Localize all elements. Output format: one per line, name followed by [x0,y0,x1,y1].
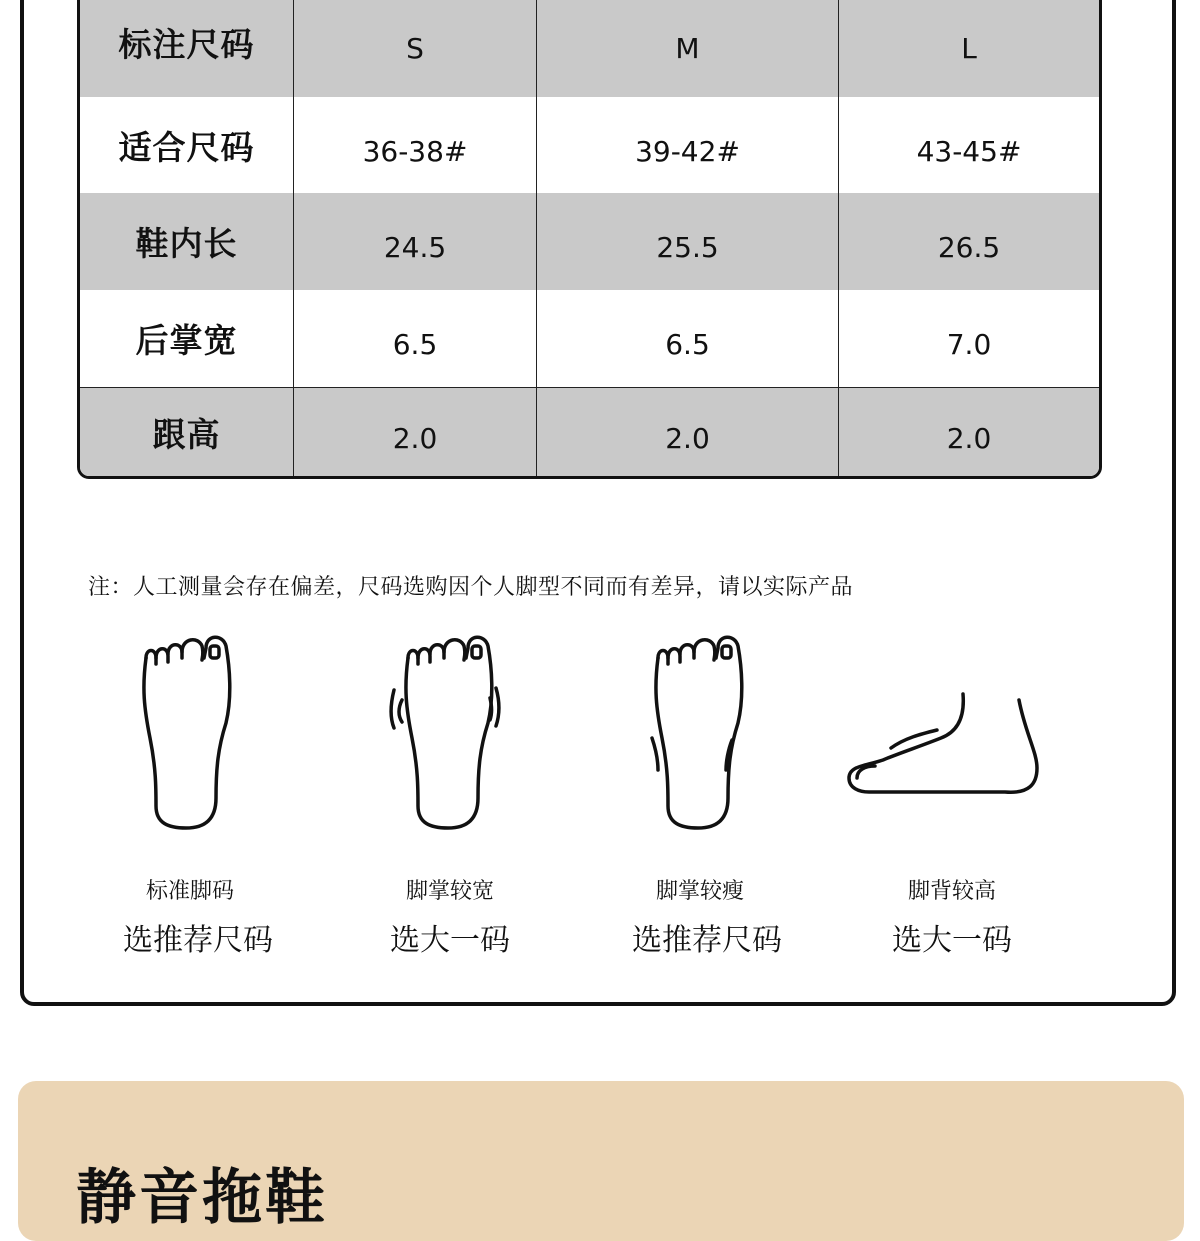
table-cell: 2.0 [839,387,1099,476]
table-cell: 25.5 [537,193,839,290]
table-cell: 39-42# [537,97,839,193]
narrow-foot-icon [600,628,800,848]
table-header-m: M [537,0,839,97]
row-label: 跟高 [80,387,294,476]
table-header-l: L [839,0,1099,97]
standard-foot-icon [88,628,288,848]
foot-type-advice: 选大一码 [892,923,1012,958]
wide-foot-icon [350,628,550,848]
table-header-label: 标注尺码 [80,0,294,97]
table-cell: 26.5 [839,193,1099,290]
size-table [77,0,1102,479]
table-cell: 7.0 [839,290,1099,387]
foot-type-label: 脚背较高 [907,879,996,904]
table-cell: 2.0 [537,387,839,476]
table-cell: 6.5 [537,290,839,387]
row-label: 适合尺码 [80,97,294,193]
table-cell: 2.0 [294,387,537,476]
measurement-note: 注：人工测量会存在偏差，尺码选购因个人脚型不同而有差异，请以实际产品 [88,575,854,600]
high-instep-foot-icon [845,628,1045,848]
promo-title: 静音拖鞋 [76,1163,328,1233]
table-cell: 36-38# [294,97,537,193]
table-cell: 43-45# [839,97,1099,193]
foot-type-label: 标准脚码 [145,879,234,904]
foot-type-label: 脚掌较宽 [405,879,494,904]
table-cell: 6.5 [294,290,537,387]
foot-type-advice: 选推荐尺码 [632,923,782,958]
row-label: 鞋内长 [80,193,294,290]
table-header-s: S [294,0,537,97]
foot-type-advice: 选推荐尺码 [123,923,273,958]
foot-type-advice: 选大一码 [390,923,510,958]
row-label: 后掌宽 [80,290,294,387]
table-cell: 24.5 [294,193,537,290]
foot-type-label: 脚掌较瘦 [655,879,744,904]
